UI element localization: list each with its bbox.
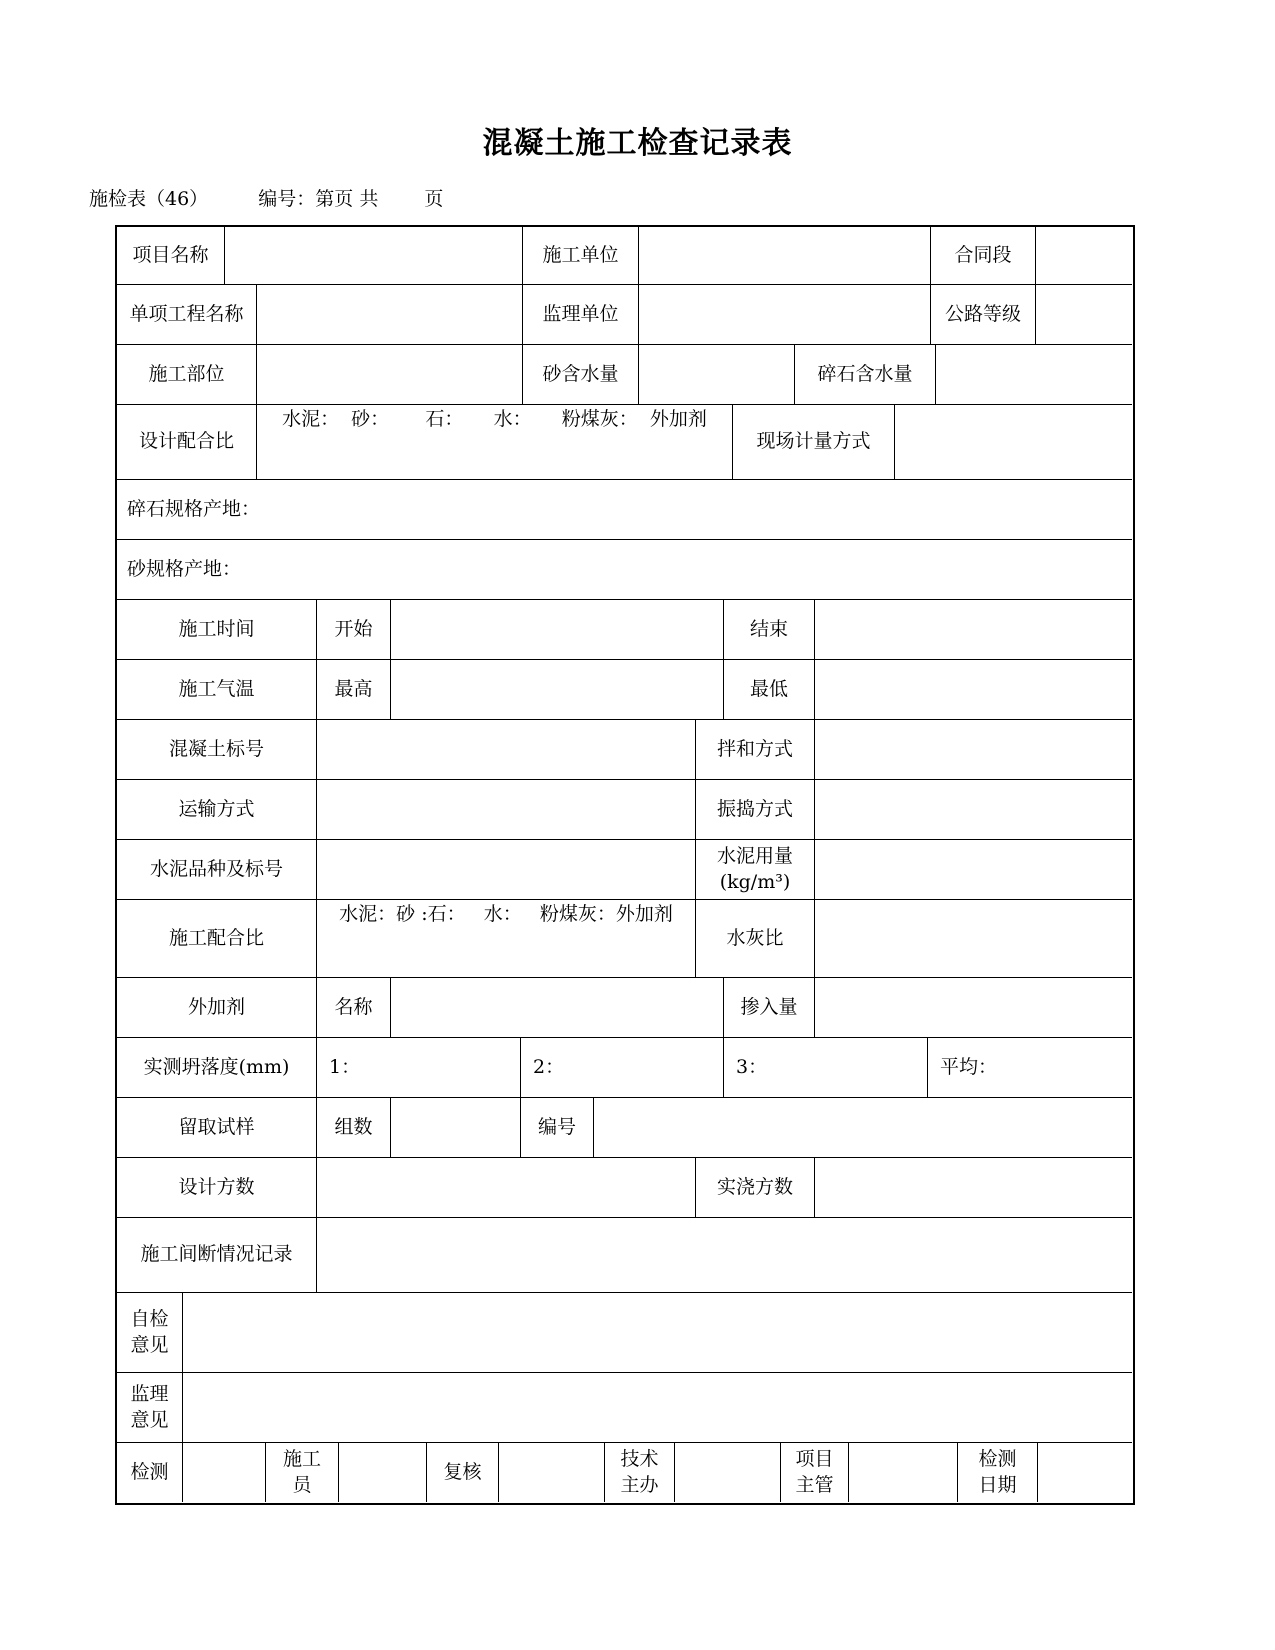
label-inspection-date-line2: 日期 xyxy=(978,1473,1017,1496)
label-actual-volume: 实浇方数 xyxy=(696,1158,815,1218)
label-contract-section: 合同段 xyxy=(931,227,1036,285)
field-transport-method[interactable] xyxy=(317,780,696,840)
field-review[interactable] xyxy=(499,1443,605,1502)
inspection-form-table xyxy=(115,225,1135,1505)
label-construction-unit: 施工单位 xyxy=(523,227,639,285)
field-design-mix-ratio[interactable]: 水泥： 砂： 石： 水： 粉煤灰： 外加剂 xyxy=(257,405,733,480)
field-inspection[interactable] xyxy=(183,1443,266,1502)
form-number-label: 编号：第页 共 xyxy=(258,188,379,210)
label-transport-method: 运输方式 xyxy=(117,780,317,840)
field-inspection-date[interactable] xyxy=(1038,1443,1132,1502)
field-mixing-method[interactable] xyxy=(815,720,1132,780)
label-admixture-name: 名称 xyxy=(317,978,391,1038)
label-design-volume: 设计方数 xyxy=(117,1158,317,1218)
field-cement-dosage[interactable] xyxy=(815,840,1132,900)
label-construction-time: 施工时间 xyxy=(117,600,317,660)
label-construction-part: 施工部位 xyxy=(117,345,257,405)
label-admixture: 外加剂 xyxy=(117,978,317,1038)
label-design-mix-ratio: 设计配合比 xyxy=(117,405,257,480)
field-supervision-opinion[interactable] xyxy=(183,1373,1132,1443)
form-title: 混凝土施工检查记录表 xyxy=(482,126,793,161)
field-self-check-opinion[interactable] xyxy=(183,1293,1132,1373)
label-supervision-line1: 监理 xyxy=(130,1382,169,1405)
label-gravel-moisture: 碎石含水量 xyxy=(795,345,936,405)
label-highest: 最高 xyxy=(317,660,391,720)
field-sample-no[interactable] xyxy=(594,1098,1132,1158)
label-site-metering: 现场计量方式 xyxy=(733,405,895,480)
label-worker-line1: 施工 xyxy=(282,1447,321,1470)
field-group-count[interactable] xyxy=(391,1098,521,1158)
field-construction-part[interactable] xyxy=(257,345,523,405)
field-lowest-temp[interactable] xyxy=(815,660,1132,720)
label-project-manager-line1: 项目 xyxy=(795,1447,834,1470)
label-cement-dosage-text: 水泥用量 xyxy=(716,844,793,867)
label-end: 结束 xyxy=(724,600,815,660)
label-supervision-opinion xyxy=(117,1373,183,1443)
field-road-grade[interactable] xyxy=(1036,285,1132,345)
field-admixture-dosage[interactable] xyxy=(815,978,1132,1038)
field-worker[interactable] xyxy=(339,1443,427,1502)
label-tech-lead-line2: 主办 xyxy=(620,1473,659,1496)
field-sub-project-name[interactable] xyxy=(257,285,523,345)
label-samples: 留取试样 xyxy=(117,1098,317,1158)
field-start-time[interactable] xyxy=(391,600,724,660)
field-slump-average[interactable]: 平均： xyxy=(928,1038,1132,1098)
field-project-manager[interactable] xyxy=(849,1443,958,1502)
label-cement-dosage xyxy=(696,840,815,900)
label-cement-type-grade: 水泥品种及标号 xyxy=(117,840,317,900)
label-slump: 实测坍落度(mm) xyxy=(117,1038,317,1098)
field-admixture-name[interactable] xyxy=(391,978,724,1038)
field-highest-temp[interactable] xyxy=(391,660,724,720)
field-tech-lead[interactable] xyxy=(675,1443,781,1502)
label-sample-no: 编号 xyxy=(521,1098,594,1158)
label-construction-temp: 施工气温 xyxy=(117,660,317,720)
label-water-cement-ratio: 水灰比 xyxy=(696,900,815,978)
label-construction-mix-ratio: 施工配合比 xyxy=(117,900,317,978)
label-sand-moisture: 砂含水量 xyxy=(523,345,639,405)
field-sand-moisture[interactable] xyxy=(639,345,795,405)
label-supervision-line2: 意见 xyxy=(130,1408,169,1431)
label-inspection-date-line1: 检测 xyxy=(978,1447,1017,1470)
field-construction-mix-ratio[interactable]: 水泥：砂 :石： 水： 粉煤灰：外加剂 xyxy=(317,900,696,978)
label-self-check-opinion xyxy=(117,1293,183,1373)
label-vibration-method: 振捣方式 xyxy=(696,780,815,840)
label-tech-lead-line1: 技术 xyxy=(620,1447,659,1470)
field-slump-3[interactable]: 3： xyxy=(724,1038,928,1098)
field-contract-section[interactable] xyxy=(1036,227,1132,285)
field-gravel-spec-origin[interactable]: 碎石规格产地： xyxy=(117,480,1132,540)
label-cement-dosage-unit: (kg/m³) xyxy=(719,870,791,893)
field-cement-type-grade[interactable] xyxy=(317,840,696,900)
label-project-manager xyxy=(781,1443,849,1502)
form-header-line xyxy=(89,184,443,211)
field-project-name[interactable] xyxy=(225,227,523,285)
label-sub-project-name: 单项工程名称 xyxy=(117,285,257,345)
label-start: 开始 xyxy=(317,600,391,660)
label-admixture-dosage: 掺入量 xyxy=(724,978,815,1038)
label-interruption-record: 施工间断情况记录 xyxy=(117,1218,317,1293)
label-self-check-line2: 意见 xyxy=(130,1333,169,1356)
label-lowest: 最低 xyxy=(724,660,815,720)
label-tech-lead xyxy=(605,1443,675,1502)
field-slump-2[interactable]: 2： xyxy=(521,1038,724,1098)
label-review: 复核 xyxy=(427,1443,499,1502)
label-group-count: 组数 xyxy=(317,1098,391,1158)
field-slump-1[interactable]: 1： xyxy=(317,1038,521,1098)
label-road-grade: 公路等级 xyxy=(931,285,1036,345)
field-concrete-grade[interactable] xyxy=(317,720,696,780)
field-design-volume[interactable] xyxy=(317,1158,696,1218)
field-vibration-method[interactable] xyxy=(815,780,1132,840)
label-mixing-method: 拌和方式 xyxy=(696,720,815,780)
field-actual-volume[interactable] xyxy=(815,1158,1132,1218)
label-concrete-grade: 混凝土标号 xyxy=(117,720,317,780)
label-inspection-date xyxy=(958,1443,1038,1502)
label-project-manager-line2: 主管 xyxy=(795,1473,834,1496)
form-code: 施检表（46） xyxy=(89,188,209,210)
label-inspection: 检测 xyxy=(117,1443,183,1502)
field-supervision-unit[interactable] xyxy=(639,285,931,345)
label-worker xyxy=(266,1443,339,1502)
field-construction-unit[interactable] xyxy=(639,227,931,285)
field-gravel-moisture[interactable] xyxy=(936,345,1132,405)
label-supervision-unit: 监理单位 xyxy=(523,285,639,345)
label-worker-line2: 员 xyxy=(292,1473,312,1496)
field-site-metering[interactable] xyxy=(895,405,1132,480)
label-project-name: 项目名称 xyxy=(117,227,225,285)
field-water-cement-ratio[interactable] xyxy=(815,900,1132,978)
field-end-time[interactable] xyxy=(815,600,1132,660)
field-interruption-record[interactable] xyxy=(317,1218,1132,1293)
form-page-suffix: 页 xyxy=(424,188,444,210)
label-self-check-line1: 自检 xyxy=(130,1307,169,1330)
field-sand-spec-origin[interactable]: 砂规格产地： xyxy=(117,540,1132,600)
